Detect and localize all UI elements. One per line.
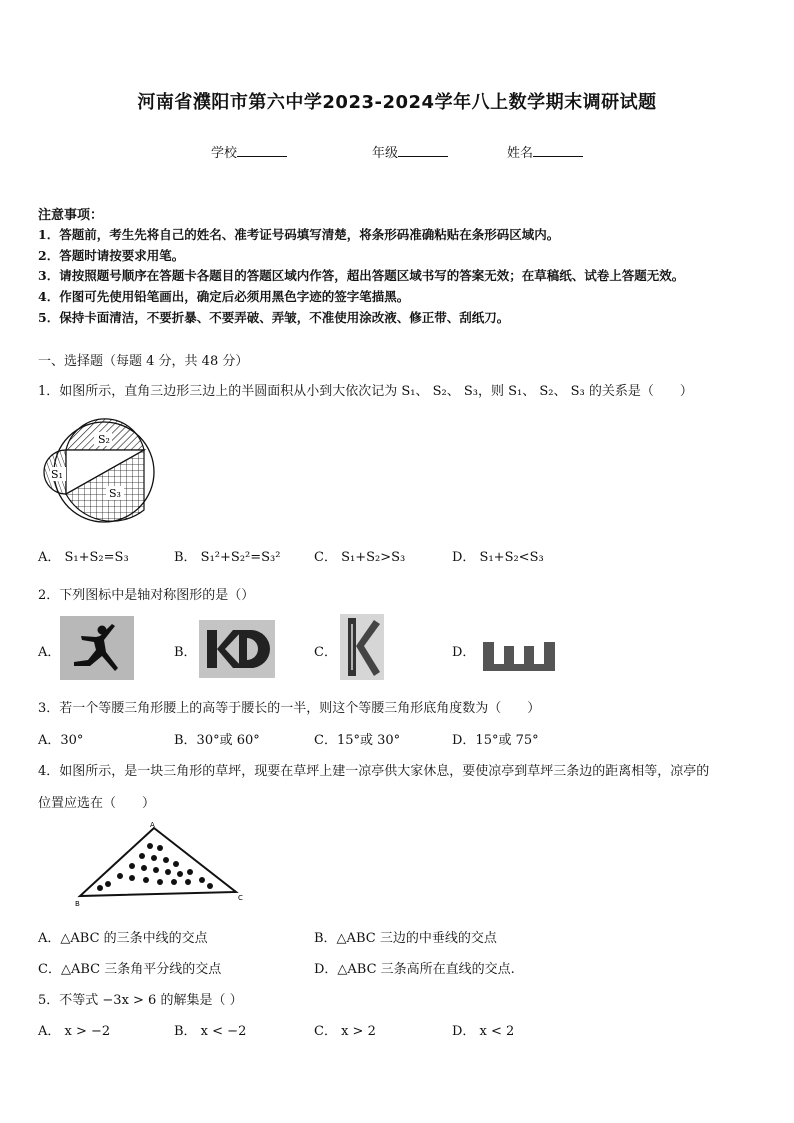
section-heading: 一、选择题（每题 4 分，共 48 分） bbox=[38, 354, 249, 369]
q2-option-b[interactable]: B． bbox=[174, 645, 197, 660]
school-blank bbox=[237, 144, 287, 157]
page-title: 河南省濮阳市第六中学2023-2024学年八上数学期末调研试题 bbox=[137, 92, 657, 113]
notes-heading: 注意事项： bbox=[38, 208, 104, 223]
question-3-stem: 3．若一个等腰三角形腰上的高等于腰长的一半，则这个等腰三角形底角度数为（ ） bbox=[38, 701, 541, 716]
q2-option-a[interactable]: A． bbox=[38, 645, 61, 660]
q5-option-b[interactable]: B． x < −2 bbox=[174, 1024, 247, 1039]
q3-option-d[interactable]: D．15°或 75° bbox=[452, 733, 539, 748]
q1-option-a[interactable]: A． S₁+S₂=S₃ bbox=[38, 550, 129, 565]
triangle-lawn-figure bbox=[70, 818, 250, 910]
vertex-a-label: A bbox=[150, 821, 155, 829]
q4-option-c[interactable]: C．△ABC 三条角平分线的交点 bbox=[38, 962, 222, 977]
question-5-stem: 5．不等式 −3x > 6 的解集是（ ） bbox=[38, 993, 243, 1008]
q3-option-a[interactable]: A．30° bbox=[38, 733, 84, 748]
kd-logo-icon bbox=[199, 620, 275, 678]
q5-option-c[interactable]: C． x > 2 bbox=[314, 1024, 376, 1039]
q1-option-c[interactable]: C． S₁+S₂>S₃ bbox=[314, 550, 406, 565]
name-blank bbox=[533, 144, 583, 157]
q5-option-a[interactable]: A． x > −2 bbox=[38, 1024, 111, 1039]
jumpman-logo-icon bbox=[60, 616, 134, 680]
question-4-stem-line1: 4．如图所示，是一块三角形的草坪，现要在草坪上建一凉亭供大家休息，要使凉亭到草坪三条边的距离相等，凉亭的 bbox=[38, 764, 710, 779]
name-field bbox=[507, 142, 583, 161]
semicircles-figure bbox=[36, 410, 156, 526]
q1-option-d[interactable]: D． S₁+S₂<S₃ bbox=[452, 550, 544, 565]
q1-option-b[interactable]: B． S₁²+S₂²=S₃² bbox=[174, 550, 281, 565]
q4-option-a[interactable]: A．△ABC 的三条中线的交点 bbox=[38, 931, 208, 946]
label-s2: S₂ bbox=[98, 433, 110, 446]
grade-field bbox=[372, 142, 448, 161]
note-item: 4．作图可先使用铅笔画出，确定后必须用黑色字迹的签字笔描黑。 bbox=[38, 289, 410, 304]
vertex-c-label: C bbox=[238, 894, 243, 902]
question-1-stem: 1．如图所示，直角三边形三边上的半圆面积从小到大依次记为 S₁、 S₂、 S₃，则 S₁、 S₂、 S₃ 的关系是（ ） bbox=[38, 384, 693, 399]
q4-option-d[interactable]: D．△ABC 三条高所在直线的交点. bbox=[314, 962, 515, 977]
q5-option-d[interactable]: D． x < 2 bbox=[452, 1024, 515, 1039]
q2-option-c[interactable]: C． bbox=[314, 645, 337, 660]
q3-option-c[interactable]: C．15°或 30° bbox=[314, 733, 401, 748]
note-item: 3．请按照题号顺序在答题卡各题目的答题区域内作答，超出答题区域书写的答案无效；在草稿纸、试卷上答题无效。 bbox=[38, 268, 685, 283]
note-item: 1．答题前，考生先将自己的姓名、准考证号码填写清楚，将条形码准确粘贴在条形码区域内。 bbox=[38, 227, 560, 242]
name-label: 姓名 bbox=[507, 146, 534, 161]
note-item: 2．答题时请按要求用笔。 bbox=[38, 248, 185, 263]
school-field bbox=[211, 142, 287, 161]
grade-blank bbox=[398, 144, 448, 157]
q2-option-d[interactable]: D． bbox=[452, 645, 476, 660]
q4-option-b[interactable]: B．△ABC 三边的中垂线的交点 bbox=[314, 931, 497, 946]
label-s3: S₃ bbox=[109, 487, 121, 500]
lebron-logo-icon bbox=[480, 638, 558, 674]
question-4-stem-line2: 位置应选在（ ） bbox=[38, 796, 156, 811]
school-label: 学校 bbox=[211, 146, 238, 161]
vertex-b-label: B bbox=[75, 900, 80, 908]
question-2-stem: 2．下列图标中是轴对称图形的是（） bbox=[38, 588, 255, 603]
grade-label: 年级 bbox=[372, 146, 399, 161]
q3-option-b[interactable]: B．30°或 60° bbox=[174, 733, 260, 748]
label-s1: S₁ bbox=[51, 468, 63, 481]
kyrie-logo-icon bbox=[340, 614, 384, 680]
note-item: 5．保持卡面清洁，不要折暴、不要弄破、弄皱，不准使用涂改液、修正带、刮纸刀。 bbox=[38, 310, 510, 325]
